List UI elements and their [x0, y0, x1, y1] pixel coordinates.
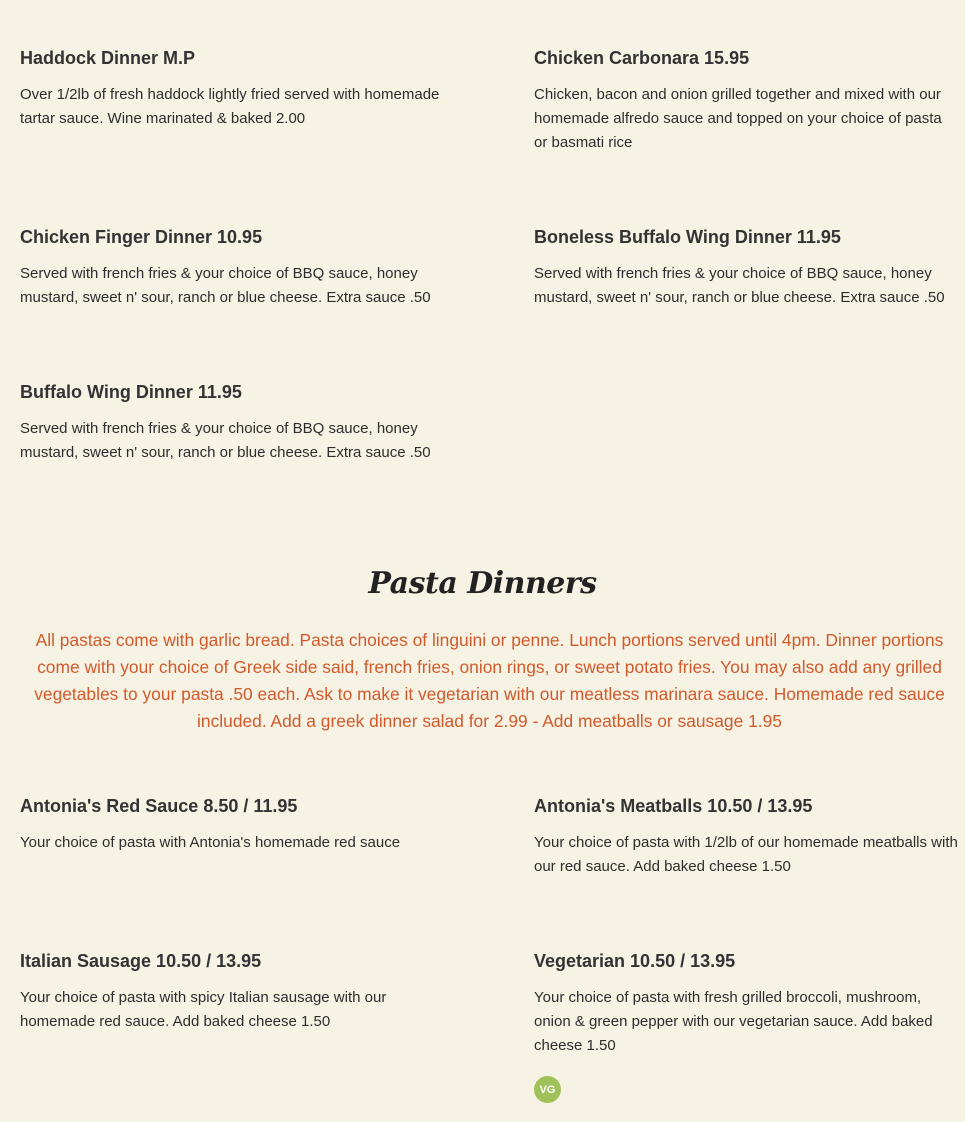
- menu-item-chicken-carbonara: [534, 47, 965, 155]
- menu-item-boneless-buffalo-wing-dinner: [534, 226, 965, 310]
- menu-item-title: Antonia's Meatballs 10.50 / 13.95: [534, 796, 813, 816]
- menu-item-description: Served with french fries & your choice of BBQ sauce, honey mustard, sweet n' sour, ranch or blue cheese. Extra sauce .50: [534, 265, 945, 306]
- menu-item-chicken-finger-dinner: [20, 226, 534, 310]
- menu-item-title: Vegetarian 10.50 / 13.95: [534, 951, 736, 971]
- menu-item-antonias-red-sauce: [20, 795, 534, 879]
- menu-item-title: Boneless Buffalo Wing Dinner 11.95: [534, 227, 841, 247]
- menu-item-description: Served with french fries & your choice of BBQ sauce, honey mustard, sweet n' sour, ranch or blue cheese. Extra sauce .50: [20, 420, 431, 461]
- menu-item-description: Your choice of pasta with Antonia's homemade red sauce: [20, 834, 401, 851]
- menu-item-title: Italian Sausage 10.50 / 13.95: [20, 951, 262, 971]
- menu-item-title: Chicken Carbonara 15.95: [534, 48, 750, 68]
- menu-item-antonias-meatballs: [534, 795, 965, 879]
- pasta-row-2: [20, 950, 965, 1103]
- section-title-pasta-dinners: Pasta Dinners: [368, 566, 597, 601]
- dinner-row-3: [20, 381, 965, 465]
- menu-item-haddock-dinner: [20, 47, 534, 155]
- pasta-row-1: [20, 795, 965, 879]
- menu-item-title: Haddock Dinner M.P: [20, 48, 196, 68]
- menu-item-description: Chicken, bacon and onion grilled together and mixed with our homemade alfredo sauce and topped on your choice of pasta or basmati rice: [534, 86, 942, 151]
- menu-item-description: Your choice of pasta with spicy Italian sausage with our homemade red sauce. Add baked cheese 1.50: [20, 989, 387, 1030]
- empty-cell: [534, 381, 965, 465]
- menu-item-title: Chicken Finger Dinner 10.95: [20, 227, 263, 247]
- menu-item-description: Served with french fries & your choice of BBQ sauce, honey mustard, sweet n' sour, ranch or blue cheese. Extra sauce .50: [20, 265, 431, 306]
- dinner-row-1: [20, 47, 965, 155]
- menu-item-description: Over 1/2lb of fresh haddock lightly fried served with homemade tartar sauce. Wine marinated & baked 2.00: [20, 86, 440, 127]
- dinner-row-2: [20, 226, 965, 310]
- menu-item-vegetarian: [534, 950, 965, 1103]
- menu-item-italian-sausage: [20, 950, 534, 1103]
- menu-item-title: Antonia's Red Sauce 8.50 / 11.95: [20, 796, 298, 816]
- menu-item-description: Your choice of pasta with fresh grilled broccoli, mushroom, onion & green pepper with our vegetarian sauce. Add baked cheese 1.50: [534, 989, 933, 1054]
- vegetarian-badge-icon: VG: [534, 1076, 561, 1103]
- menu-item-title: Buffalo Wing Dinner 11.95: [20, 382, 242, 402]
- menu-item-buffalo-wing-dinner: [20, 381, 534, 465]
- section-note: All pastas come with garlic bread. Pasta choices of linguini or penne. Lunch portions served until 4pm. Dinner portions come with your choice of Greek side said, french fries, onion rings, or sweet potato fries. You may also add any grilled vegetables to your pasta .50 each. Ask to make it vegetarian with our meatless marinara sauce. Homemade red sauce included. Add a greek dinner salad for 2.99 - Add meatballs or sausage 1.95: [34, 630, 945, 731]
- menu-item-description: Your choice of pasta with 1/2lb of our homemade meatballs with our red sauce. Add baked cheese 1.50: [534, 834, 958, 875]
